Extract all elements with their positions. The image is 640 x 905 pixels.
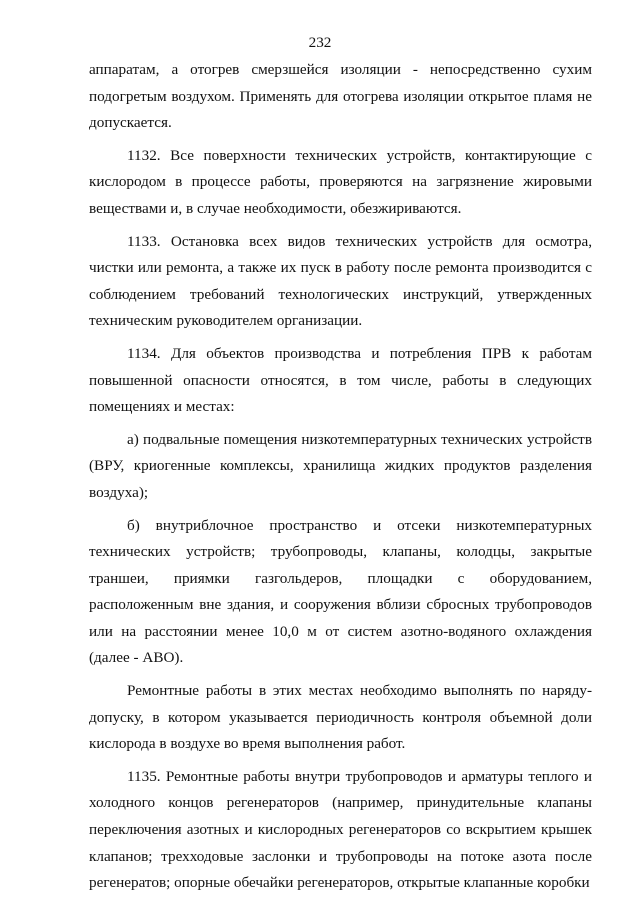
paragraph-1133: 1133. Остановка всех видов технических устройств для осмотра, чистки или ремонта, а также их пуск в работу после ремонта производится с соблюдением требований технологических инструкций, утвержденных техническим руководителем организации.	[89, 232, 592, 330]
paragraph-1134-item-a: а) подвальные помещения низкотемпературных технических устройств (ВРУ, криогенные комплексы, хранилища жидких продуктов разделения воздуха);	[89, 430, 592, 501]
paragraph-repair-works: Ремонтные работы в этих местах необходимо выполнять по наряду-допуску, в котором указывается периодичность контроля объемной доли кислорода в воздухе во время выполнения работ.	[89, 682, 592, 753]
paragraph-1135: 1135. Ремонтные работы внутри трубопроводов и арматуры теплого и холодного концов регенераторов (например, принудительные клапаны переключения азотных и кислородных регенераторов со вскрытием крышек клапанов; трехходовые заслонки и трубопроводы на потоке азота после регенератов; опорные обечайки регенераторов, открытые клапанные коробки	[89, 767, 592, 892]
paragraph-1132: 1132. Все поверхности технических устройств, контактирующие с кислородом в процессе работы, проверяются на загрязнение жировыми веществами и, в случае необходимости, обезжириваются.	[89, 146, 592, 217]
paragraph-1134: 1134. Для объектов производства и потребления ПРВ к работам повышенной опасности относятся, в том числе, работы в следующих помещениях и местах:	[89, 344, 592, 416]
document-body	[89, 57, 592, 897]
paragraph-1134-item-b: б) внутриблочное пространство и отсеки низкотемпературных технических устройств; трубопроводы, клапаны, колодцы, закрытые траншеи, приямки газгольдеров, площадки с оборудованием, расположенным вне здания, и сооружения вблизи сбросных трубопроводов или на расстоянии менее 10,0 м от систем азотно-водяного охлаждения (далее - АВО).	[89, 516, 592, 667]
page-number: 232	[308, 34, 332, 51]
paragraph-continuation: аппаратам, а отогрев смерзшейся изоляции - непосредственно сухим подогретым воздухом. Применять для отогрева изоляции открытое пламя не допускается.	[89, 61, 592, 132]
